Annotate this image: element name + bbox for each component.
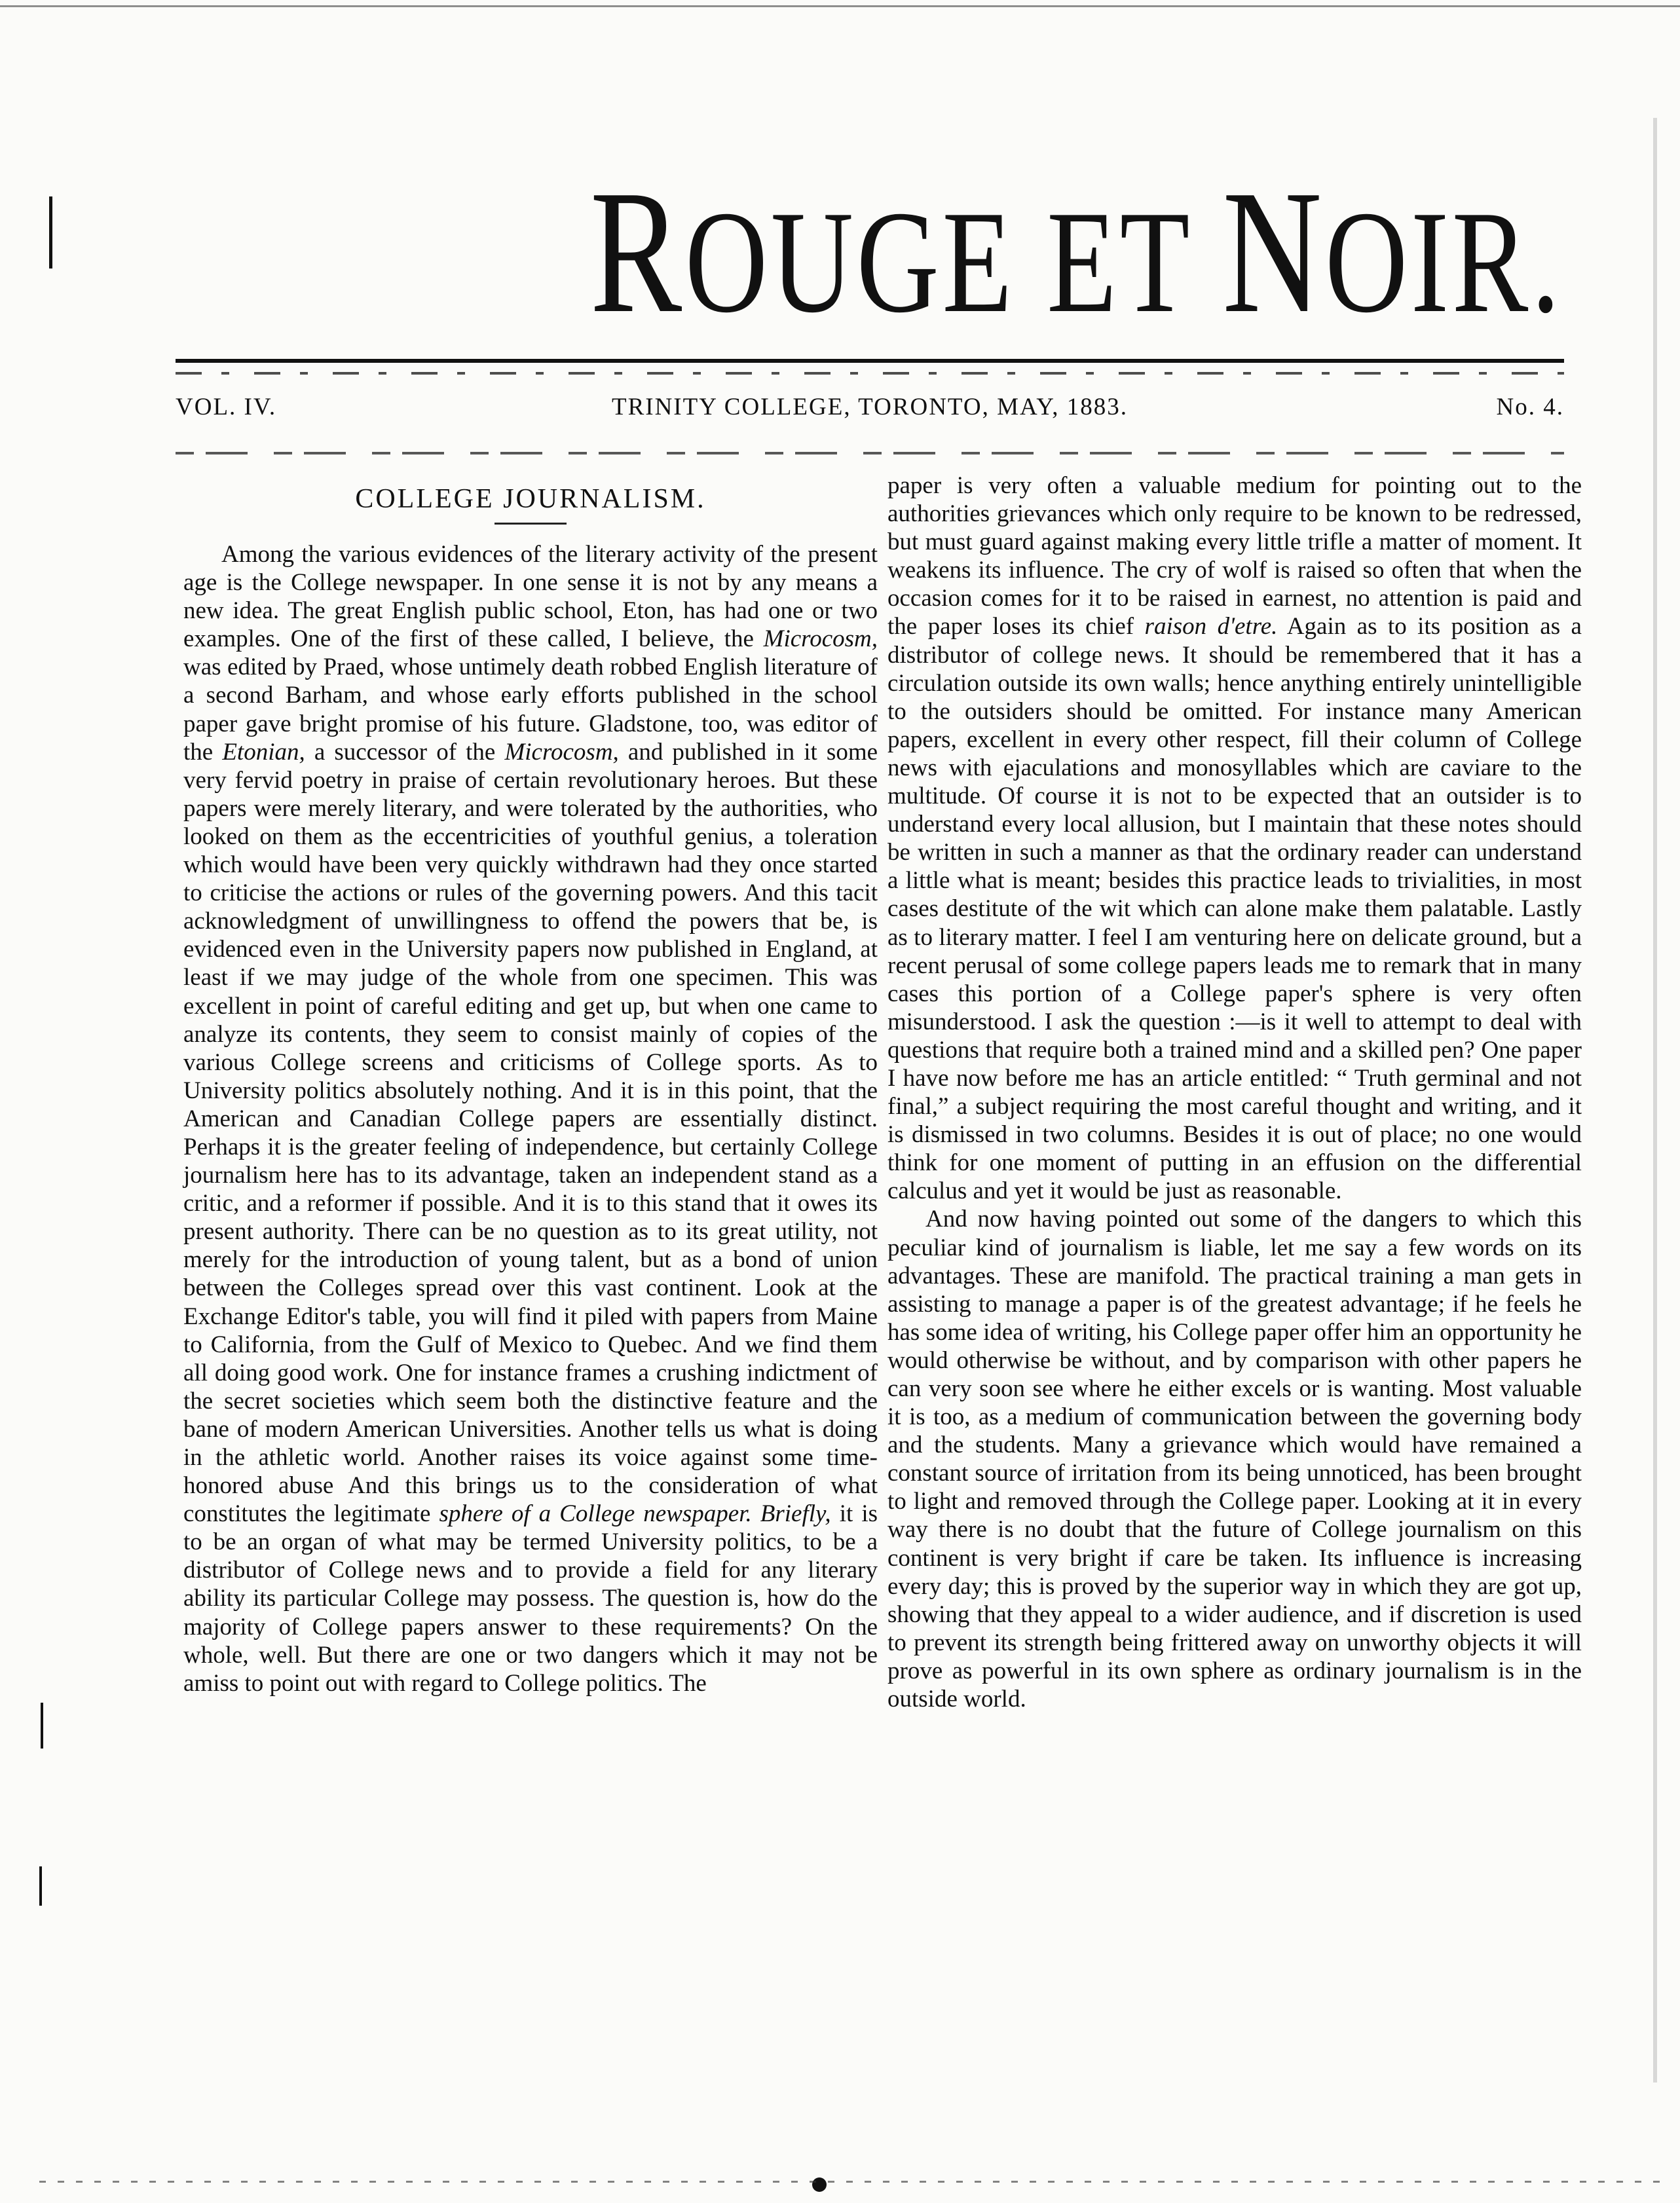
issue-line: [176, 393, 1564, 426]
scan-edge-mark: [41, 1703, 43, 1749]
article-column-right: [887, 472, 1582, 1713]
masthead-title-word: OIR.: [1325, 181, 1563, 343]
paragraph-text: paper is very often a valuable medium for pointing out to the authorities grievances which only require to be known to be redressed, but must guard against making every little trifle a matter of moment. It weakens its influence. The cry of wolf is raised so often that when the occasion comes for it to be raised in earnest, no attention is paid and the paper loses its chief: [887, 472, 1582, 640]
masthead: [498, 154, 1563, 350]
article-title: COLLEGE JOURNALISM.: [355, 484, 706, 514]
place-date: TRINITY COLLEGE, TORONTO, MAY, 1883.: [611, 394, 1129, 420]
article-paragraph: [183, 540, 878, 1697]
scan-bottom-dash: [39, 2181, 1664, 2183]
paragraph-text: was edited by Praed, whose untimely death robbed English literature of a second Barham, and whose early efforts published in the school paper gave bright promise of his future. Gladstone, too, was editor of the: [183, 654, 878, 766]
volume-label: VOL. IV.: [176, 394, 277, 420]
italic-phrase: sphere of a College newspaper. Briefly,: [439, 1500, 831, 1528]
article-column-left: [183, 472, 878, 1697]
masthead-dashed-rule: [176, 372, 1564, 375]
masthead-title-word: OUGE: [684, 181, 1015, 343]
paragraph-text: Again as to its position as a distributor of college news. It should be remembered that it has a circulation outside its own walls; hence anything entirely unintelligible to the outsiders should be omitted. For instance many American papers, excellent in every other respect, fill their column of College news with ejaculations and monosyllables which are caviare to the multitude. Of course it is not to be expected that an outsider is to understand every local allusion, but I maintain that these notes should be written in such a manner as that the ordinary reader can understand a little what is meant; besides this practice leads to trivialities, in most cases destitute of the wit which can alone make them palatable. Lastly as to literary matter. I feel I am venturing here on delicate ground, but a recent perusal of some college papers leads me to remark that in many cases this portion of a College paper's sphere is very often misunderstood. I ask the question :—is it well to attempt to deal with questions that require both a trained mind and a skilled pen? One paper I have now before me has an article entitled: “ Truth germinal and not final,” a subject requiring the most careful thought and writing, and it is dismissed in two columns. Besides it is out of place; no one would think for one moment of putting in an effusion on the differential calculus and yet it would be just as reasonable.: [887, 613, 1582, 1205]
italic-phrase: raison d'etre.: [1144, 613, 1278, 640]
paragraph-text: and published in it some very fervid poetry in praise of certain revolutionary heroes. But these papers were merely literary, and were tolerated by the authorities, who looked on them as the eccentricities of youthful genius, a toleration which would have been very quickly withdrawn had they once started to criticise the actions or rules of the governing powers. And this tacit acknowledgment of unwillingness to offend the powers that be, is evidenced even in the University papers now published in England, at least if we may judge of the whole from one specimen. This was excellent in point of careful editing and get up, but when one came to analyze its contents, they seem to consist mainly of copies of the various College screens and criticisms of College sports. As to University politics absolutely nothing. And it is in this point, that the American and Canadian College papers are essentially distinct. Perhaps it is the greater feeling of independence, but certainly College journalism here has to its advantage, taken an independent stand as a critic, and a reformer if possible. And it is to this stand that it owes its present authority. There can be no question as to its great utility, not merely for the introduction of young talent, but as a bond of union between the Colleges spread over this vast continent. Look at the Exchange Editor's table, you will find it piled with papers from Maine to California, from the Gulf of Mexico to Quebec. And we find them all doing good work. One for instance frames a crushing indictment of the secret societies which seem both the distinctive feature and the bane of modern American Universities. Another tells us what is doing in the athletic world. Another raises its voice against some time-honored abuse And this brings us to the consideration of what constitutes the legitimate: [183, 738, 878, 1528]
title-rule: [495, 523, 567, 525]
scan-right-edge: [1653, 118, 1657, 2083]
paragraph-text: a successor of the: [305, 738, 505, 766]
issue-dashed-rule: [176, 452, 1564, 454]
masthead-title-word: ET: [1047, 181, 1191, 343]
issue-number: No. 4.: [1496, 394, 1564, 420]
masthead-title: [589, 154, 1563, 350]
paragraph-text: it is to be an organ of what may be termed University politics, to be a distributor of College news and to provide a field for any literary ability its particular College may possess. The question is, how do the majority of College papers answer to these requirements? On the whole, well. But there are one or two dangers which it may not be amiss to point out with regard to College politics. The: [183, 1500, 878, 1697]
scan-edge-mark: [49, 196, 52, 268]
scan-blot: [812, 2177, 827, 2192]
article-paragraph: And now having pointed out some of the dangers to which this peculiar kind of journalism is liable, let me say a few words on its advantages. These are manifold. The practical training a man gets in assisting to manage a paper is of the greatest advantage; if he feels he has some idea of writing, his College paper offer him an opportunity he would otherwise be without, and by comparison with other papers he can very soon see where he either excels or is wanting. Most valuable it is too, as a medium of communication between the governing body and the students. Many a grievance which would have remained a constant source of irritation from its being unnoticed, has been brought to light and removed through the College paper. Looking at it in every way there is no doubt that the future of College journalism on this continent is very bright if care be taken. Its influence is increasing every day; this is proved by the superior way in which they are got up, showing that they appeal to a wider audience, and if discretion is used to prevent its strength being frittered away on unworthy objects it will prove as powerful in its own sphere as ordinary journalism is in the outside world.: [887, 1206, 1582, 1713]
scan-edge-mark: [39, 1866, 42, 1906]
article-paragraph: [887, 472, 1582, 1205]
masthead-rule: [176, 359, 1564, 363]
italic-title: Microcosm,: [504, 738, 619, 766]
paragraph-text: Among the various evidences of the literary activity of the present age is the College newspaper. In one sense it is not by any means a new idea. The great English public school, Eton, has had one or two examples. One of the first of these called, I believe, the: [183, 541, 878, 653]
scan-top-rule: [0, 5, 1680, 7]
masthead-title-initial: N: [1222, 154, 1326, 350]
masthead-title-initial: R: [589, 154, 685, 350]
italic-title: Microcosm,: [763, 625, 878, 653]
italic-title: Etonian,: [222, 738, 305, 766]
